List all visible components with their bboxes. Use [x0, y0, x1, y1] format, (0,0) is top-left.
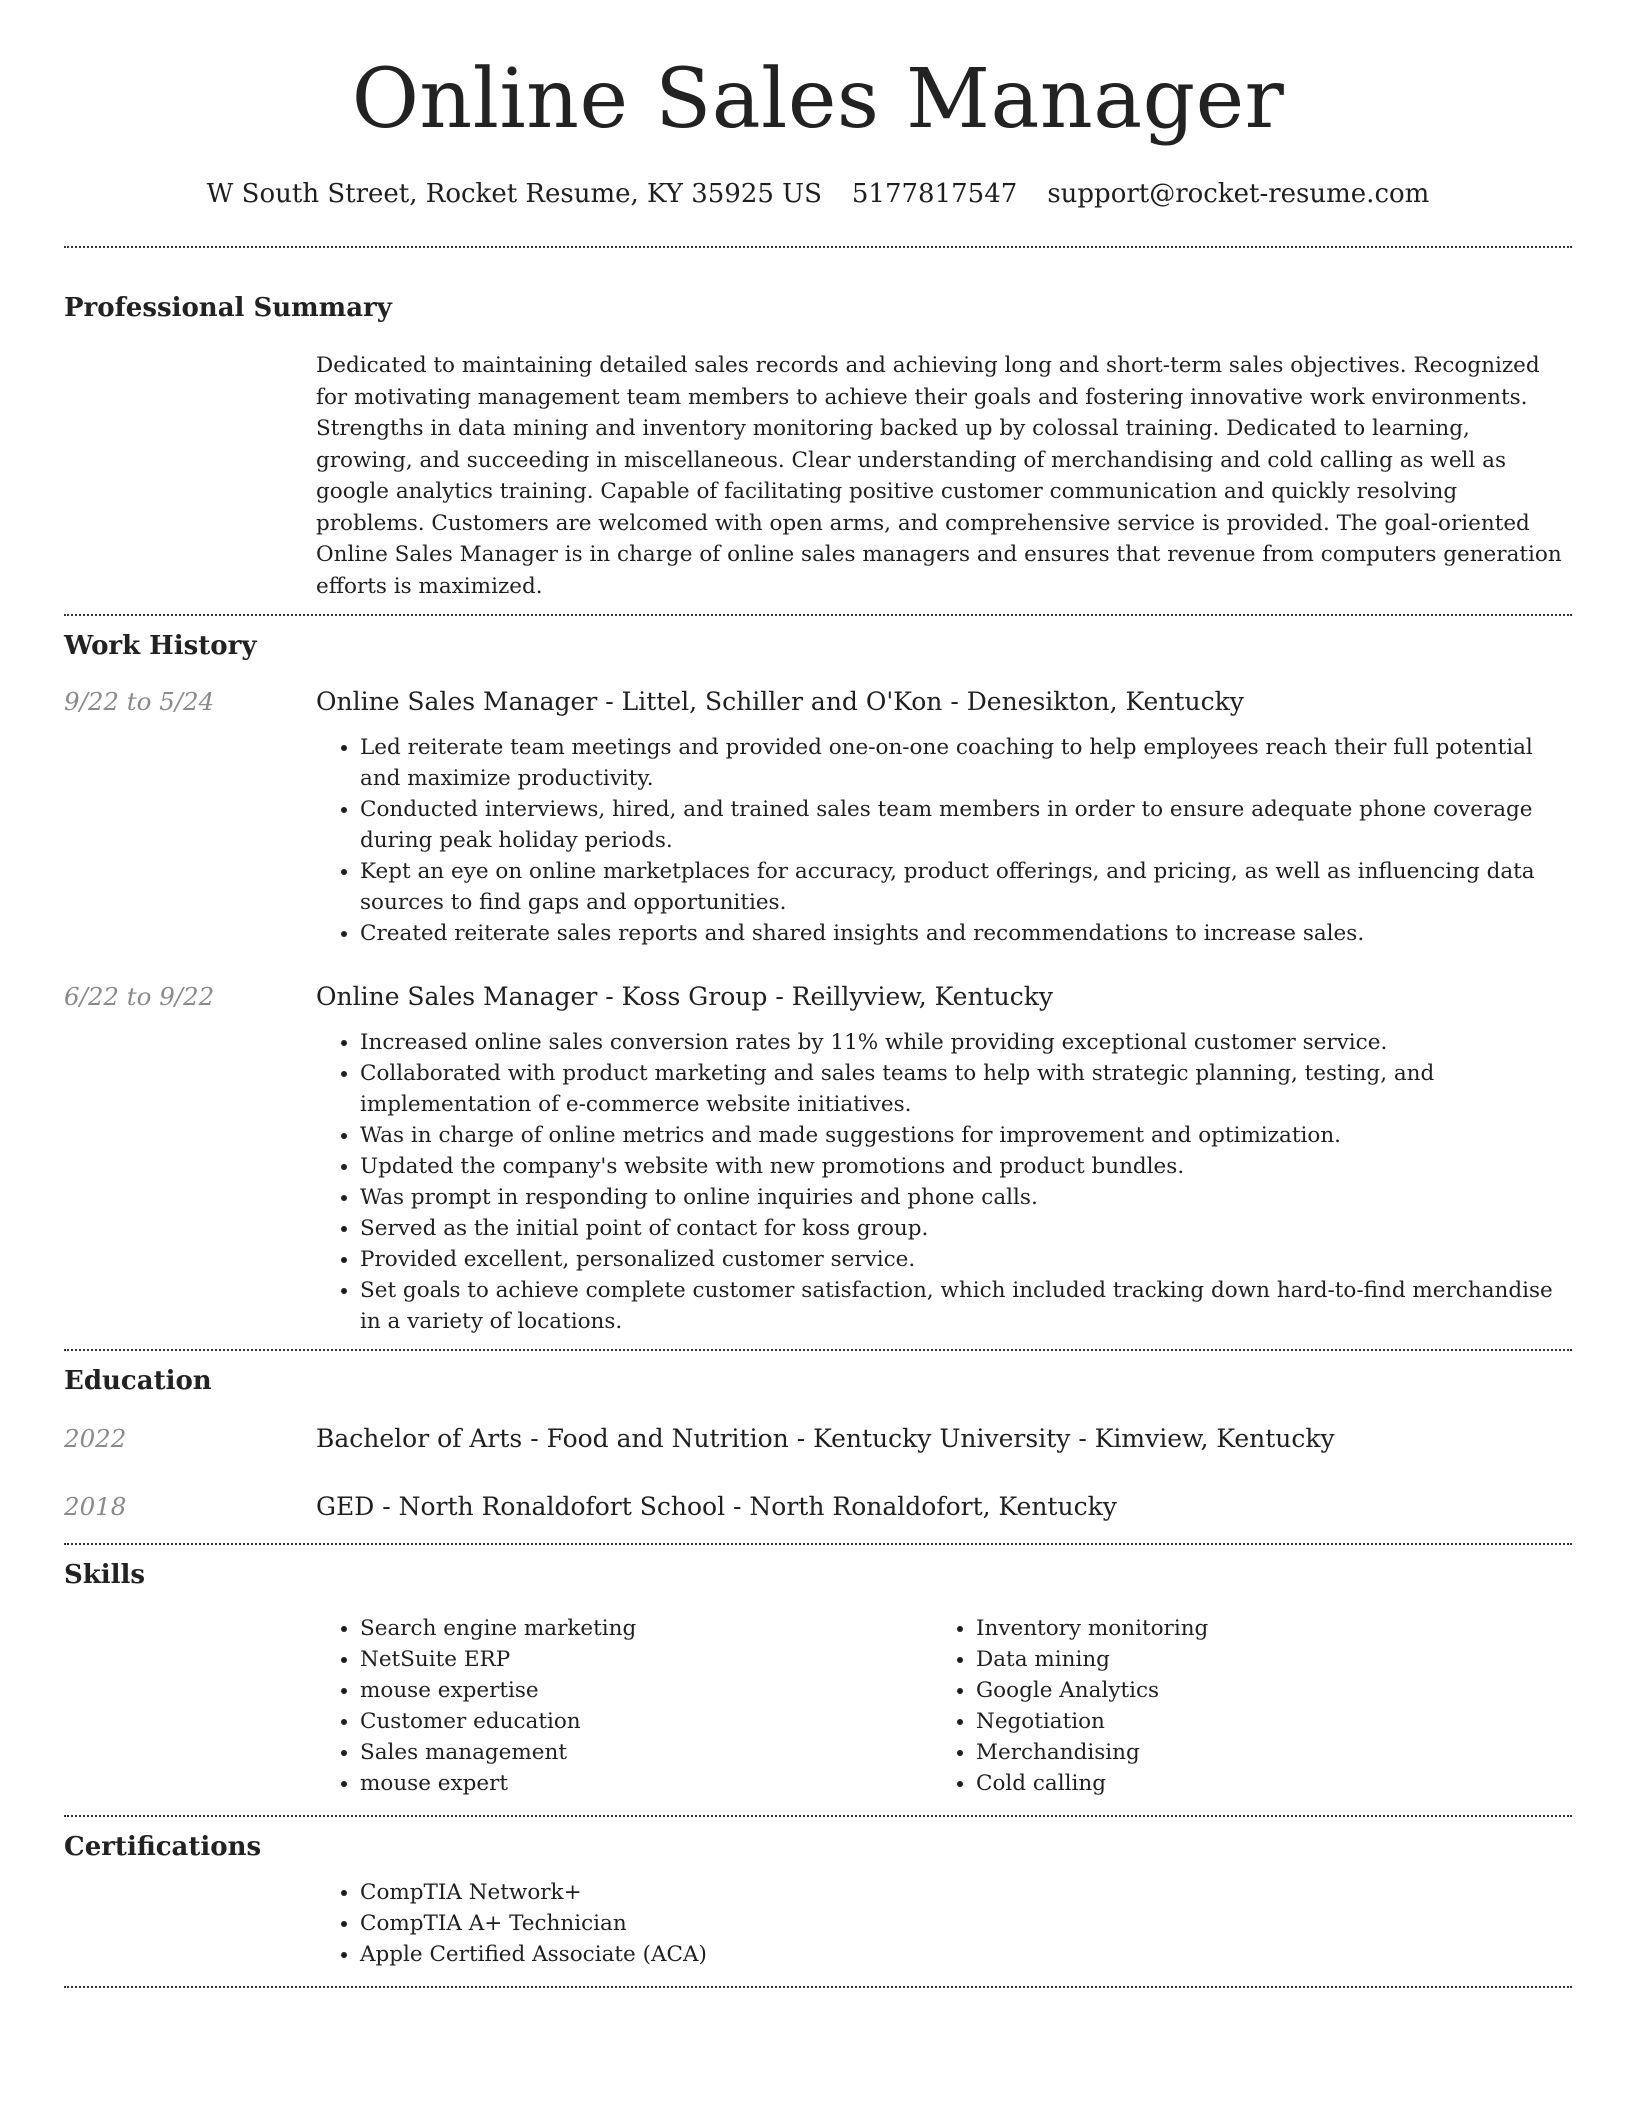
section-divider: [64, 614, 1572, 616]
contact-line: [64, 178, 1572, 210]
section-divider: [64, 1543, 1572, 1545]
job-bullet: • Led reiterate team meetings and provided one-on-one coaching to help employees reach their full potential and maximize productivity.: [360, 732, 1572, 794]
job-bullet: • Set goals to achieve complete customer satisfaction, which included tracking down hard-to-find merchandise in a variety of locations.: [360, 1275, 1572, 1337]
skill-item: • Customer education: [360, 1706, 932, 1737]
education-entry: [64, 1491, 1572, 1523]
job-bullet: • Collaborated with product marketing and sales teams to help with strategic planning, testing, and implementation of e-commerce website initiatives.: [360, 1058, 1572, 1120]
skill-item: • mouse expert: [360, 1768, 932, 1799]
job-bullet: • Created reiterate sales reports and shared insights and recommendations to increase sales.: [360, 918, 1572, 949]
education-heading: Bachelor of Arts - Food and Nutrition - Kentucky University - Kimview, Kentucky: [316, 1424, 1335, 1453]
section-divider: [64, 246, 1572, 248]
summary-text: Dedicated to maintaining detailed sales records and achieving long and short-term sales objectives. Recognized for motivating management team members to achieve their goals and fostering innovative work environments. Strengths in data mining and inventory monitoring backed up by colossal training. Dedicated to learning, growing, and succeeding in miscellaneous. Clear understanding of merchandising and cold calling as well as google analytics training. Capable of facilitating positive customer communication and quickly resolving problems. Customers are welcomed with open arms, and comprehensive service is provided. The goal-oriented Online Sales Manager is in charge of online sales managers and ensures that revenue from computers generation efforts is maximized.: [316, 353, 1562, 599]
contact-phone: 5177817547: [851, 179, 1018, 209]
education-heading: GED - North Ronaldofort School - North Ronaldofort, Kentucky: [316, 1492, 1117, 1521]
job-bullet: • Served as the initial point of contact for koss group.: [360, 1213, 1572, 1244]
education-section: [64, 1365, 1572, 1523]
skill-item: • mouse expertise: [360, 1675, 932, 1706]
education-title: Education: [64, 1366, 212, 1396]
resume-name: Online Sales Manager: [351, 52, 1285, 147]
skill-item: • Cold calling: [976, 1768, 1548, 1799]
education-entry: [64, 1423, 1572, 1455]
resume-header: [64, 0, 1572, 210]
skill-item: • Data mining: [976, 1644, 1548, 1675]
skills-title: Skills: [64, 1560, 146, 1590]
skill-item: • Inventory monitoring: [976, 1613, 1548, 1644]
work-history-section: [64, 630, 1572, 1337]
certification-item: • Apple Certified Associate (ACA): [360, 1939, 1572, 1970]
resume-page: [64, 0, 1572, 2112]
section-divider: [64, 1815, 1572, 1817]
skill-item: • Search engine marketing: [360, 1613, 932, 1644]
job-bullet: • Increased online sales conversion rates by 11% while providing exceptional customer service.: [360, 1027, 1572, 1058]
section-divider: [64, 1986, 1572, 1988]
job-heading: Online Sales Manager - Littel, Schiller and O'Kon - Denesikton, Kentucky: [316, 687, 1244, 716]
certifications-section: [64, 1831, 1572, 1970]
skill-item: • Sales management: [360, 1737, 932, 1768]
job-bullet: • Provided excellent, personalized customer service.: [360, 1244, 1572, 1275]
job-entry: [64, 686, 1572, 718]
skills-list-right: [932, 1613, 1548, 1799]
certifications-list: [316, 1877, 1572, 1970]
skill-item: • NetSuite ERP: [360, 1644, 932, 1675]
job-dates: 6/22 to 9/22: [64, 982, 215, 1011]
certification-item: • CompTIA Network+: [360, 1877, 1572, 1908]
section-divider: [64, 1349, 1572, 1351]
contact-email: support@rocket-resume.com: [1047, 179, 1430, 209]
job-entry: [64, 981, 1572, 1013]
job-bullet: • Updated the company's website with new promotions and product bundles.: [360, 1151, 1572, 1182]
job-bullet: • Was in charge of online metrics and made suggestions for improvement and optimization.: [360, 1120, 1572, 1151]
work-history-title: Work History: [64, 631, 257, 661]
job-bullet: • Kept an eye on online marketplaces for accuracy, product offerings, and pricing, as well as influencing data sources to find gaps and opportunities.: [360, 856, 1572, 918]
job-bullets: [316, 732, 1572, 949]
job-bullet: • Was prompt in responding to online inquiries and phone calls.: [360, 1182, 1572, 1213]
skill-item: • Merchandising: [976, 1737, 1548, 1768]
contact-address: W South Street, Rocket Resume, KY 35925 US: [206, 179, 822, 209]
education-year: 2018: [64, 1492, 127, 1521]
job-dates: 9/22 to 5/24: [64, 687, 215, 716]
job-bullets: [316, 1027, 1572, 1337]
skill-item: • Google Analytics: [976, 1675, 1548, 1706]
education-year: 2022: [64, 1424, 127, 1453]
skills-section: [64, 1559, 1572, 1799]
skills-list-left: [316, 1613, 932, 1799]
summary-title: Professional Summary: [64, 293, 392, 323]
certifications-title: Certifications: [64, 1832, 262, 1862]
job-heading: Online Sales Manager - Koss Group - Reillyview, Kentucky: [316, 982, 1053, 1011]
job-bullet: • Conducted interviews, hired, and trained sales team members in order to ensure adequate phone coverage during peak holiday periods.: [360, 794, 1572, 856]
skills-columns: [316, 1613, 1572, 1799]
certification-item: • CompTIA A+ Technician: [360, 1908, 1572, 1939]
skill-item: • Negotiation: [976, 1706, 1548, 1737]
summary-section: [64, 292, 1572, 602]
